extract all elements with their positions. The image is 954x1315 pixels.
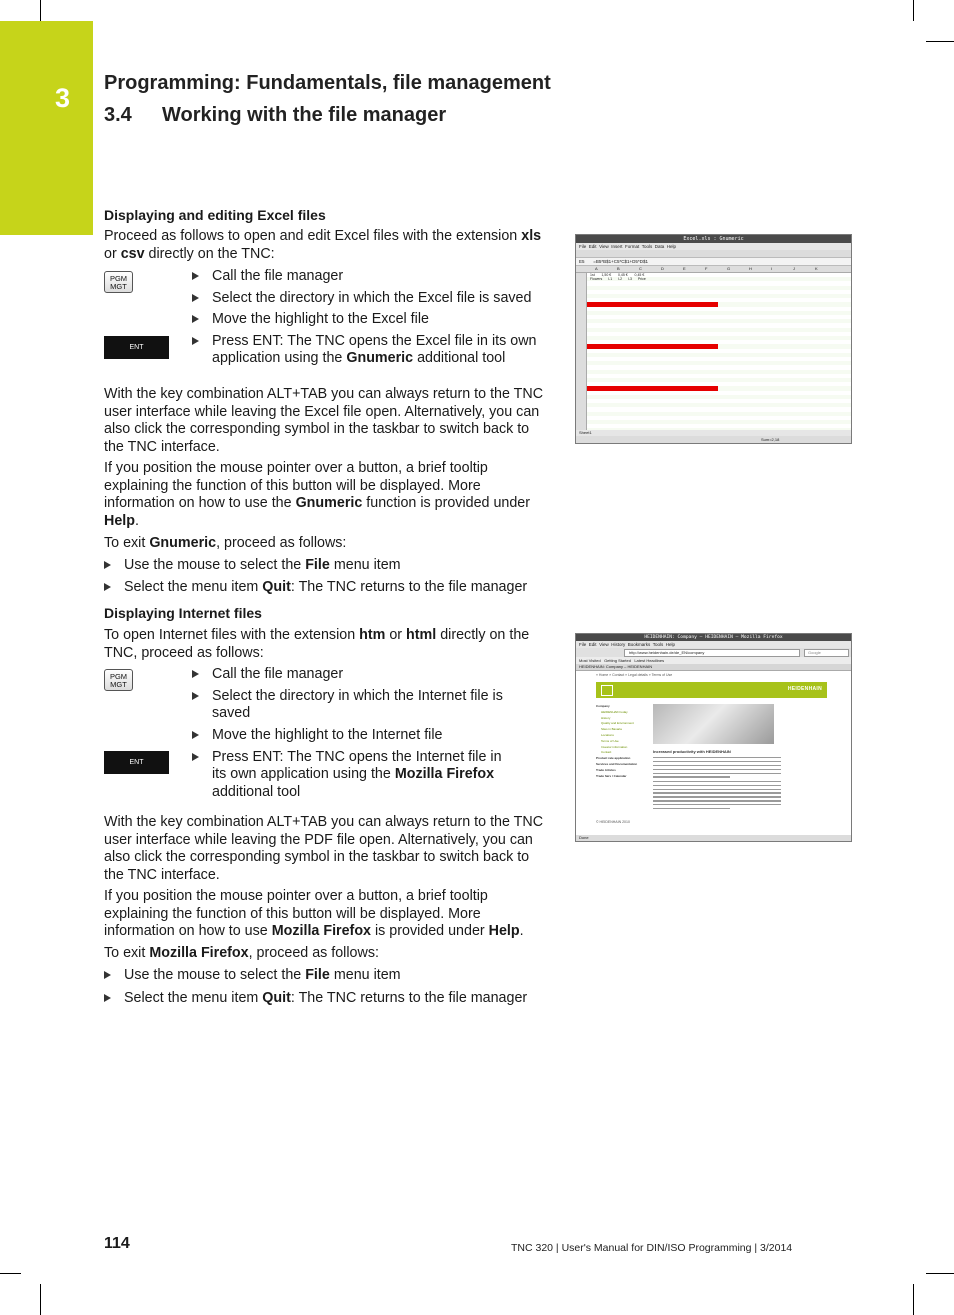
text-line — [653, 796, 781, 797]
site-nav-item[interactable]: Quality and Environment — [601, 721, 634, 726]
internet-exit-step: Use the mouse to select the File menu item — [104, 967, 554, 984]
text-line — [653, 776, 730, 777]
bullet-arrow-icon — [104, 971, 111, 979]
bullet-arrow-icon — [192, 337, 199, 345]
breadcrumb: » Home » Contact » Legal details » Terms of Use — [596, 673, 673, 677]
bookmark-item[interactable]: Most Visited — [579, 658, 601, 663]
column-header[interactable]: A — [595, 266, 598, 271]
article-headline: Increased productivity with HEIDENHAIN — [653, 749, 731, 754]
text-line — [653, 757, 781, 758]
internet-exit-step: Select the menu item Quit: The TNC returns to the file manager — [104, 990, 554, 1007]
text-line — [653, 773, 781, 774]
status-bar: Done — [576, 835, 852, 841]
column-header[interactable]: G — [727, 266, 731, 271]
crop-mark — [40, 0, 41, 21]
text-line — [653, 804, 781, 805]
bullet-arrow-icon — [104, 583, 111, 591]
text-line — [653, 765, 781, 766]
column-header-row — [576, 266, 851, 273]
excel-step: Select the directory in which the Excel file is saved — [192, 290, 547, 307]
column-header[interactable]: D — [661, 266, 664, 271]
site-nav-item[interactable]: Services and Documentation — [596, 761, 638, 766]
page-number: 114 — [104, 1235, 130, 1252]
internet-step: Call the file manager — [192, 666, 532, 683]
internet-step: Move the highlight to the Internet file — [192, 727, 532, 744]
text-line — [653, 808, 730, 809]
site-nav — [596, 704, 651, 779]
row-header-column — [576, 273, 587, 434]
pgm-mgt-key: PGM MGT — [104, 271, 133, 293]
status-bar: Sum=2,18 — [576, 436, 851, 443]
bullet-arrow-icon — [104, 561, 111, 569]
sheet-tab[interactable]: Sheet1 — [579, 430, 592, 435]
excel-exit-intro: To exit Gnumeric, proceed as follows: — [104, 535, 347, 551]
crop-mark — [913, 0, 914, 21]
menu-bar: File Edit View Insert Format Tools Data Help — [576, 243, 851, 250]
bullet-arrow-icon — [192, 670, 199, 678]
pgm-mgt-key: PGM MGT — [104, 669, 133, 691]
internet-tooltip-paragraph: If you position the mouse pointer over a button, a brief tooltip explaining the function of this button will be displayed. More information on how to use Mozilla Firefox is provided under Help. — [104, 888, 524, 940]
bullet-arrow-icon — [192, 731, 199, 739]
gnumeric-screenshot — [575, 234, 852, 444]
crop-mark — [913, 1284, 914, 1315]
internet-exit-intro: To exit Mozilla Firefox, proceed as follows: — [104, 945, 379, 961]
browser-tab[interactable]: HEIDENHAIN: Company – HEIDENHAIN — [579, 664, 653, 669]
section-name: Working with the file manager — [162, 104, 447, 126]
bookmarks-bar — [576, 657, 851, 664]
column-header[interactable]: H — [749, 266, 752, 271]
navigation-toolbar — [576, 648, 851, 657]
ent-key: ENT — [104, 751, 169, 774]
excel-step: Call the file manager — [192, 268, 547, 285]
tab-bar — [576, 664, 851, 671]
bookmark-item[interactable]: Getting Started — [604, 658, 631, 663]
site-nav-item[interactable]: Company — [596, 704, 610, 708]
site-nav-item[interactable]: History — [601, 715, 611, 720]
text-line — [653, 789, 781, 790]
column-header[interactable]: F — [705, 266, 708, 271]
text-line — [653, 761, 781, 762]
excel-alt-tab-paragraph: With the key combination ALT+TAB you can always return to the TNC user interface while leaving the Excel file open. Alternatively, you can also click the corresponding symbol in the taskbar to switch back to the TNC interface. — [104, 386, 544, 455]
text-line — [653, 781, 781, 782]
menu-bar: File Edit View History Bookmarks Tools Help — [576, 641, 851, 648]
excel-tooltip-paragraph: If you position the mouse pointer over a button, a brief tooltip explaining the function of this button will be displayed. More information on how to use the Gnumeric function is provided under Help. — [104, 460, 531, 529]
window-title: HEIDENHAIN: Company – HEIDENHAIN – Mozilla Firefox — [576, 634, 851, 641]
excel-heading: Displaying and editing Excel files — [104, 207, 326, 223]
internet-step: Press ENT: The TNC opens the Internet file in its own application using the Mozilla Firefox additional tool — [192, 749, 512, 801]
site-logo: HEIDENHAIN — [787, 686, 822, 692]
chapter-title: Programming: Fundamentals, file management — [104, 72, 551, 94]
column-header[interactable]: C — [639, 266, 642, 271]
building-image — [653, 704, 774, 744]
logo-mark-icon — [601, 685, 613, 696]
bullet-arrow-icon — [192, 753, 199, 761]
section-number: 3.4 — [104, 104, 132, 126]
text-line — [653, 769, 781, 770]
site-nav-item[interactable]: Terms of Use — [601, 738, 619, 743]
section-title — [104, 104, 446, 127]
bullet-arrow-icon — [192, 294, 199, 302]
bullet-arrow-icon — [192, 272, 199, 280]
column-header[interactable]: B — [617, 266, 620, 271]
chapter-tab — [0, 21, 93, 235]
search-field[interactable]: Google — [804, 649, 849, 657]
footer-text: TNC 320 | User's Manual for DIN/ISO Programming | 3/2014 — [511, 1242, 793, 1254]
internet-intro: To open Internet files with the extension htm or html directly on the TNC, proceed as follows: — [104, 627, 530, 661]
column-header[interactable]: K — [815, 266, 818, 271]
excel-exit-step: Use the mouse to select the File menu item — [104, 557, 554, 574]
copyright: © HEIDENHAIN 2010 — [596, 820, 630, 824]
bullet-arrow-icon — [104, 994, 111, 1002]
column-header[interactable]: J — [793, 266, 795, 271]
bookmark-item[interactable]: Latest Headlines — [634, 658, 665, 663]
internet-alt-tab-paragraph: With the key combination ALT+TAB you can always return to the TNC user interface while leaving the PDF file open. Alternatively, you can also click the corresponding symbol in the taskbar to switch back to the TNC interface. — [104, 814, 544, 883]
header-cells: 1st 1,50 € 0,45 € 0,45 € Flowers I-1 I-2 I-3 Price — [590, 273, 646, 282]
site-nav-item[interactable]: Locations — [601, 732, 614, 737]
bullet-arrow-icon — [192, 692, 199, 700]
url-field[interactable]: http://www.heidenhain.de/de_EN/company — [624, 649, 800, 657]
internet-step: Select the directory in which the Internet file is saved — [192, 688, 532, 723]
site-nav-item[interactable]: HEIDENHAIN today — [601, 709, 628, 714]
site-nav-item[interactable]: Sites in Bavaria — [601, 727, 622, 732]
excel-intro: Proceed as follows to open and edit Excel files with the extension xls or csv directly on the TNC: — [104, 228, 542, 262]
site-nav-item[interactable]: Trade fairs / Calendar — [596, 773, 627, 778]
crop-mark — [40, 1284, 41, 1315]
bullet-arrow-icon — [192, 315, 199, 323]
text-line — [653, 785, 781, 786]
web-content — [576, 671, 851, 828]
site-nav-item[interactable]: Product rate application — [596, 756, 631, 761]
article-body — [653, 757, 781, 812]
text-line — [653, 792, 781, 793]
crop-mark — [0, 1273, 21, 1274]
internet-heading: Displaying Internet files — [104, 605, 262, 621]
firefox-screenshot — [575, 633, 852, 842]
site-nav-item[interactable]: Contact — [601, 750, 612, 755]
column-header[interactable]: E — [683, 266, 686, 271]
column-header[interactable]: I — [771, 266, 773, 271]
excel-step: Press ENT: The TNC opens the Excel file in its own application using the Gnumeric additional tool — [192, 333, 547, 368]
toolbar — [576, 250, 851, 258]
ent-key: ENT — [104, 336, 169, 359]
text-line — [653, 800, 781, 801]
crop-mark — [926, 1273, 954, 1274]
window-title: Excel.xls : Gnumeric — [576, 235, 851, 243]
crop-mark — [926, 41, 954, 42]
site-header — [596, 682, 827, 698]
sheet-grid — [576, 273, 851, 434]
excel-exit-step: Select the menu item Quit: The TNC returns to the file manager — [104, 579, 554, 596]
excel-step: Move the highlight to the Excel file — [192, 311, 547, 328]
site-nav-item[interactable]: Trade Articles — [596, 767, 616, 772]
formula-bar: E5 =B5*B$1+C5*C$1+D5*D$1 — [576, 258, 851, 266]
site-nav-item[interactable]: Investor information — [601, 744, 628, 749]
chapter-number: 3 — [55, 83, 71, 113]
